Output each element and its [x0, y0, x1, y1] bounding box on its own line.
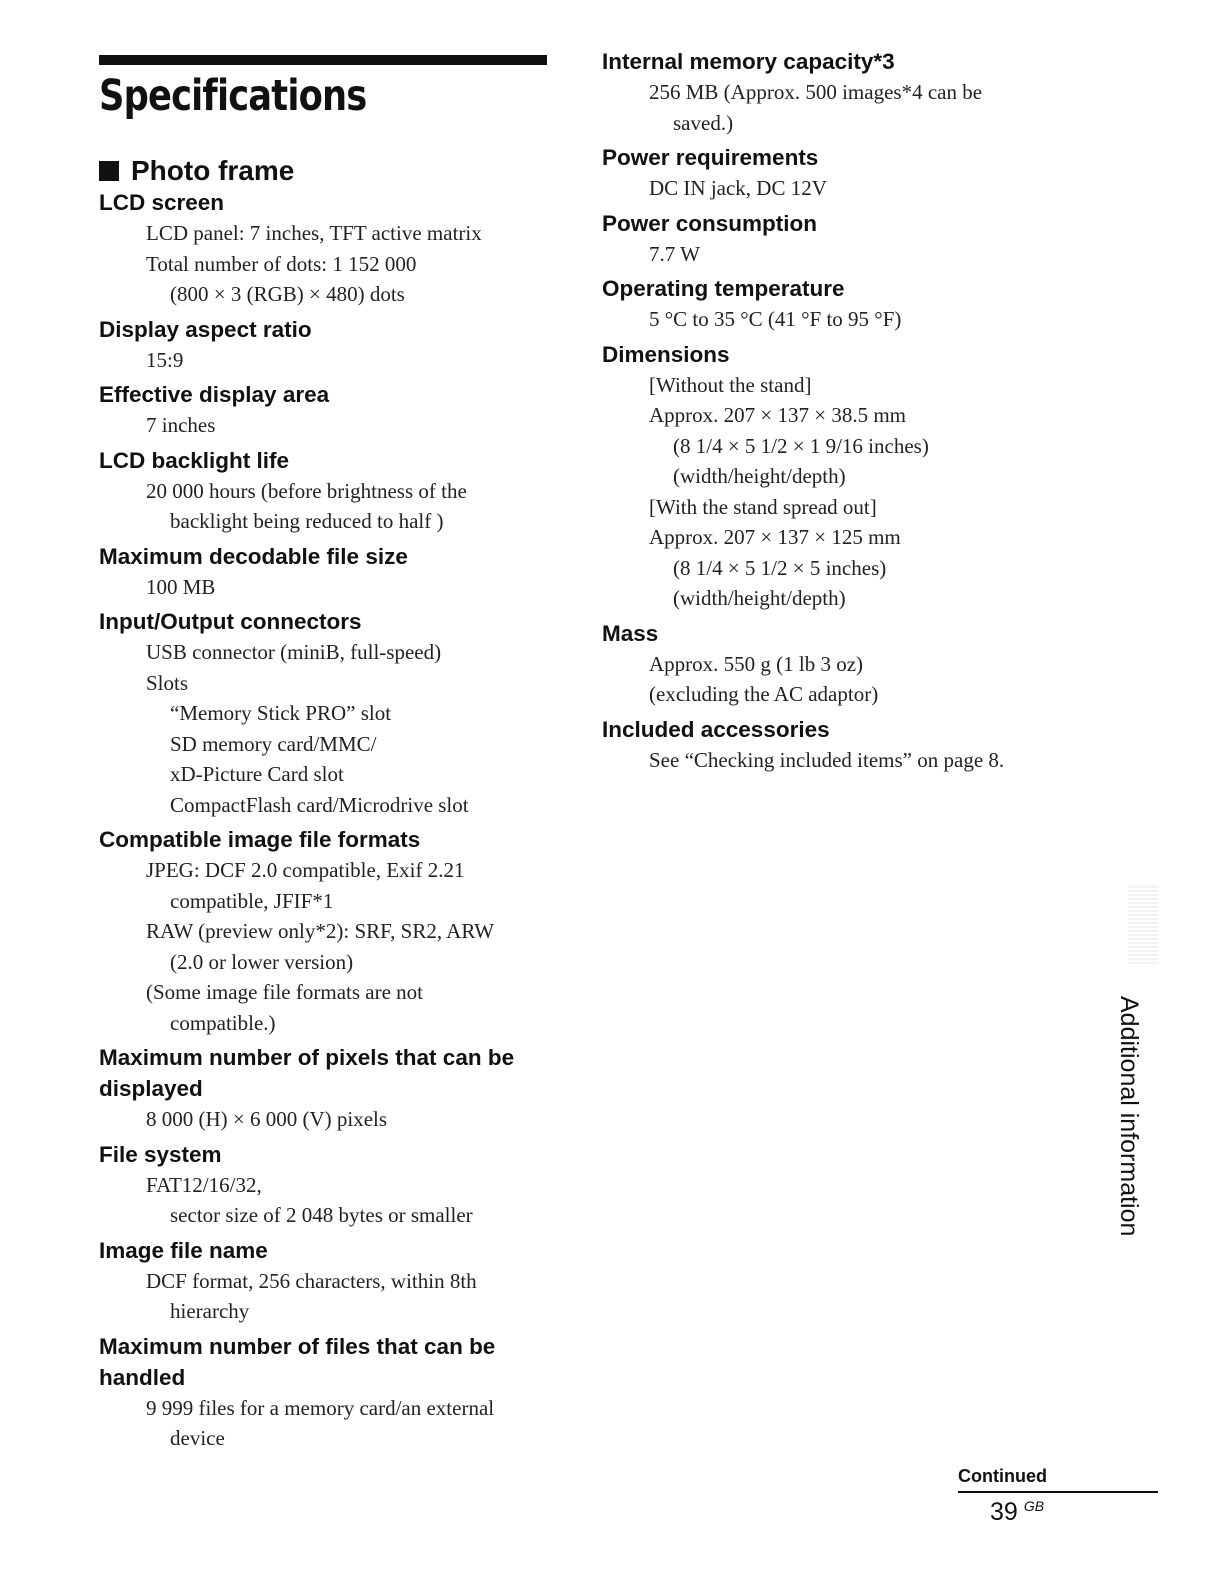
spec-value: Approx. 550 g (1 lb 3 oz): [649, 651, 864, 676]
spec-value: (2.0 or lower version): [170, 949, 354, 974]
spec-value: [With the stand spread out]: [649, 494, 877, 519]
spec-value: (Some image file formats are not: [146, 980, 423, 1004]
spec-heading: Included accessories: [602, 716, 830, 742]
spec-value: RAW (preview only*2): SRF, SR2, ARW: [146, 919, 495, 943]
spec-heading: Dimensions: [602, 341, 730, 367]
spec-value: backlight being reduced to half ): [170, 509, 444, 533]
left-column: [99, 55, 569, 1458]
spec-heading: Internal memory capacity*3: [602, 49, 895, 74]
section-heading: [99, 155, 569, 187]
right-column: [602, 46, 1072, 779]
spec-value: xD-Picture Card slot: [170, 762, 344, 786]
spec-value: 8 000 (H) × 6 000 (V) pixels: [146, 1107, 388, 1131]
spec-heading: Maximum number of pixels that can be displayed: [99, 1045, 515, 1101]
spec-heading: Maximum number of files that can be handled: [99, 1333, 496, 1390]
spec-value: 9 999 files for a memory card/an external: [146, 1395, 495, 1420]
spec-value: [Without the stand]: [649, 372, 812, 397]
spec-value: sector size of 2 048 bytes or smaller: [170, 1203, 473, 1227]
spec-value: compatible.): [170, 1010, 276, 1035]
spec-heading: Power consumption: [602, 210, 818, 236]
spec-heading: Maximum decodable file size: [99, 543, 408, 569]
spec-value: 256 MB (Approx. 500 images*4 can be: [649, 80, 983, 104]
page-number-value: 39: [990, 1498, 1018, 1526]
page-title: Specifications: [99, 71, 367, 121]
spec-value: (800 × 3 (RGB) × 480) dots: [170, 282, 405, 306]
spec-value: compatible, JFIF*1: [170, 888, 334, 913]
spec-value: 5 °C to 35 °C (41 °F to 95 °F): [649, 307, 902, 331]
spec-heading: Input/Output connectors: [99, 609, 362, 634]
spec-value: 20 000 hours (before brightness of the: [146, 478, 467, 503]
spec-value: JPEG: DCF 2.0 compatible, Exif 2.21: [146, 858, 465, 882]
spec-value: FAT12/16/32,: [146, 1172, 262, 1197]
spec-value: Total number of dots: 1 152 000: [146, 251, 417, 276]
spec-heading: Effective display area: [99, 382, 330, 407]
spec-value: Slots: [146, 670, 189, 695]
spec-value: 7.7 W: [649, 241, 700, 266]
spec-value: hierarchy: [170, 1299, 250, 1323]
spec-value: 100 MB: [146, 574, 216, 599]
spec-value: device: [170, 1426, 225, 1450]
spec-heading: Power requirements: [602, 145, 819, 170]
title-bar: [99, 55, 547, 65]
spec-value: saved.): [673, 110, 734, 135]
spec-value: DCF format, 256 characters, within 8th: [146, 1268, 477, 1293]
spec-value: (8 1/4 × 5 1/2 × 1 9/16 inches): [673, 433, 929, 458]
spec-value: DC IN jack, DC 12V: [649, 176, 827, 200]
spec-value: (width/height/depth): [673, 586, 846, 610]
page-suffix: GB: [1023, 1498, 1045, 1514]
spec-heading: File system: [99, 1141, 222, 1167]
spec-value: CompactFlash card/Microdrive slot: [170, 792, 469, 817]
spec-value: Approx. 207 × 137 × 125 mm: [649, 525, 901, 549]
spec-value: (excluding the AC adaptor): [649, 682, 879, 706]
spec-list-left: [99, 187, 569, 1458]
section-title: Photo frame: [131, 155, 295, 186]
spec-heading: Compatible image file formats: [99, 827, 421, 852]
square-bullet-icon: [99, 161, 119, 181]
footer-rule: [958, 1491, 1158, 1493]
spec-value: (8 1/4 × 5 1/2 × 5 inches): [673, 555, 887, 580]
spec-value: Approx. 207 × 137 × 38.5 mm: [649, 403, 907, 427]
continued-label: Continued: [958, 1466, 1047, 1486]
spec-value: 15:9: [146, 347, 184, 372]
spec-heading: Operating temperature: [602, 276, 845, 301]
spec-value: SD memory card/MMC/: [170, 731, 377, 756]
spec-heading: Image file name: [99, 1237, 268, 1263]
spec-heading: LCD screen: [99, 190, 225, 215]
spec-value: See “Checking included items” on page 8.: [649, 747, 1005, 772]
spec-value: (width/height/depth): [673, 464, 846, 488]
spec-heading: Display aspect ratio: [99, 316, 312, 342]
side-tab-label: Additional information: [1115, 996, 1143, 1237]
page-number: [990, 1498, 1044, 1527]
spec-value: USB connector (miniB, full-speed): [146, 640, 442, 664]
spec-value: LCD panel: 7 inches, TFT active matrix: [146, 221, 482, 245]
spec-value: “Memory Stick PRO” slot: [170, 701, 392, 725]
spec-heading: Mass: [602, 620, 659, 646]
spec-list-right: [602, 46, 1072, 779]
scan-artifact: [1128, 884, 1158, 964]
spec-heading: LCD backlight life: [99, 447, 290, 473]
spec-value: 7 inches: [146, 413, 216, 437]
